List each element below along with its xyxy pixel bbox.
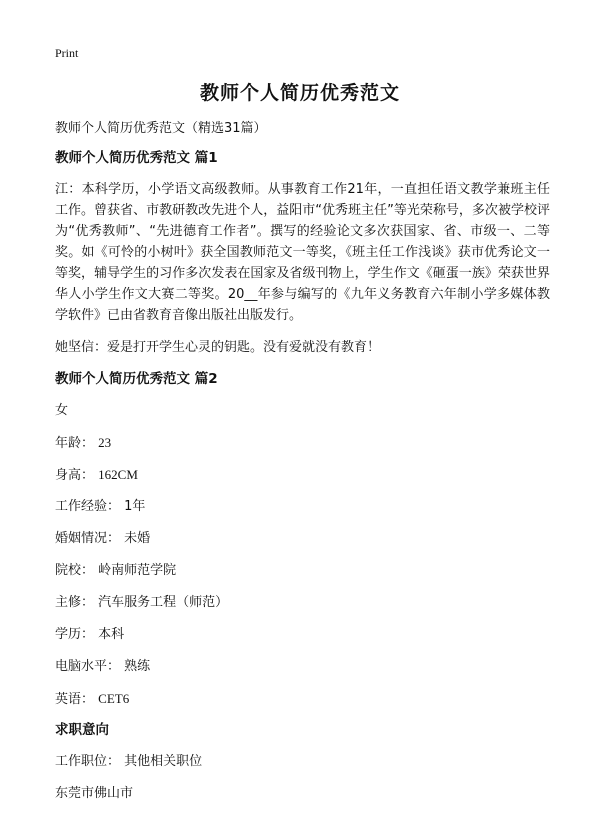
document-body bbox=[55, 118, 550, 815]
field-label: 年龄： bbox=[55, 436, 95, 451]
section-1-motto: 她坚信：爱是打开学生心灵的钥匙。没有爱就没有教育！ bbox=[55, 340, 381, 355]
resume-field-age bbox=[55, 432, 550, 453]
field-value: CET6 bbox=[98, 691, 130, 706]
section-heading-2: 教师个人简历优秀范文 篇2 bbox=[55, 371, 218, 387]
resume-field-computer bbox=[55, 656, 550, 677]
field-value: 162CM bbox=[98, 467, 138, 482]
resume-field-location: 东莞市佛山市 bbox=[55, 786, 134, 801]
resume-gender: 女 bbox=[55, 403, 69, 418]
field-label: 学历： bbox=[55, 627, 95, 642]
section-heading-job-intent: 求职意向 bbox=[55, 722, 109, 738]
resume-field-major bbox=[55, 592, 550, 613]
resume-field-degree bbox=[55, 624, 550, 645]
section-1-paragraph: 江：本科学历，小学语文高级教师。从事教育工作21年，一直担任语文教学兼班主任工作。曾获省、市教研教改先进个人，益阳市“优秀班主任”等光荣称号，多次被学校评为“优秀教师”、“先进德育工作者”。撰写的经验论文多次获国家、省、市级一、二等奖。如《可怜的小树叶》获全国教师范文一等奖，《班主任工作浅谈》获市优秀论文一等奖，辅导学生的习作多次发表在国家及省级刊物上，学生作文《砸蛋一族》荣获世界华人小学生作文大赛二等奖。20__年参与编写的《九年义务教育六年制小学多媒体教学软件》已由省教育音像出版社出版发行。 bbox=[55, 182, 550, 323]
resume-field-experience bbox=[55, 496, 550, 517]
field-value: 熟练 bbox=[124, 659, 151, 674]
resume-field-school bbox=[55, 560, 550, 581]
field-label: 婚姻情况： bbox=[55, 531, 121, 546]
resume-field-english bbox=[55, 688, 550, 709]
field-label: 主修： bbox=[55, 595, 95, 610]
resume-field-height bbox=[55, 464, 550, 485]
field-label: 英语： bbox=[55, 692, 95, 707]
field-label: 院校： bbox=[55, 563, 95, 578]
field-label: 工作经验： bbox=[55, 499, 121, 514]
field-value: 23 bbox=[98, 435, 112, 450]
resume-field-marital bbox=[55, 528, 550, 549]
document-subtitle: 教师个人简历优秀范文（精选31篇） bbox=[55, 121, 267, 136]
resume-field-position bbox=[55, 751, 550, 772]
field-label: 身高： bbox=[55, 468, 95, 483]
field-value: 岭南师范学院 bbox=[98, 563, 177, 578]
print-link[interactable]: Print bbox=[55, 46, 79, 60]
field-label: 工作职位： bbox=[55, 754, 121, 769]
field-value: 汽车服务工程（师范） bbox=[98, 595, 229, 610]
field-value: 1年 bbox=[124, 499, 146, 514]
field-value: 其他相关职位 bbox=[124, 754, 203, 769]
field-label: 电脑水平： bbox=[55, 659, 121, 674]
page-title: 教师个人简历优秀范文 bbox=[199, 82, 400, 104]
section-heading-1: 教师个人简历优秀范文 篇1 bbox=[55, 150, 218, 166]
field-value: 本科 bbox=[98, 627, 125, 642]
field-value: 未婚 bbox=[124, 531, 151, 546]
